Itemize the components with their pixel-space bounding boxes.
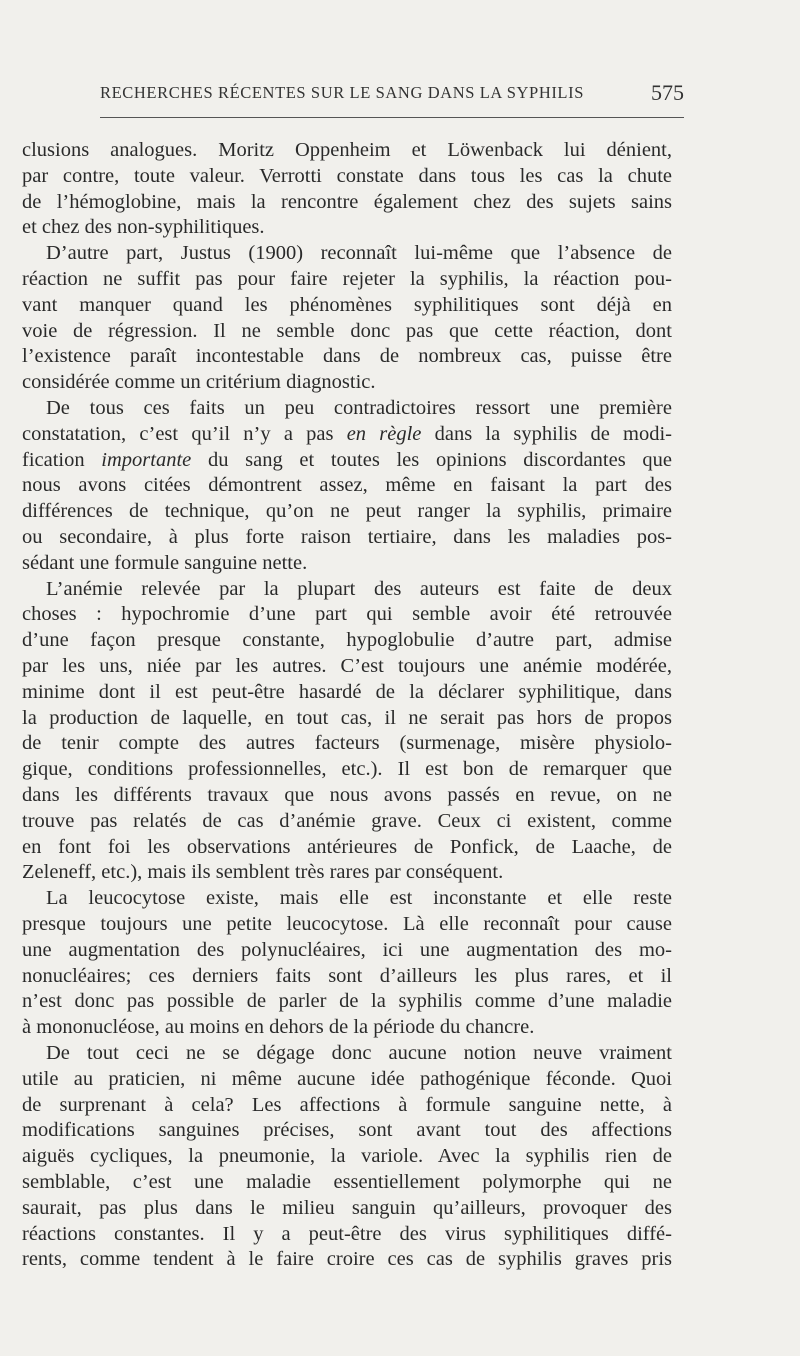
text-line: aiguës cycliques, la pneumonie, la variole. Avec la syphilis rien de [22, 1145, 672, 1168]
text-line: dans les différents travaux que nous avons passés en revue, on ne [22, 784, 672, 806]
text-line: nous avons citées démontrent assez, même en faisant la part des [22, 474, 672, 497]
text-line: rents, comme tendent à le faire croire ces cas de syphilis graves pris [22, 1248, 672, 1271]
text-line [22, 421, 672, 447]
text-line: considérée comme un critérium diagnostic. [22, 371, 376, 394]
text-line: vant manquer quand les phénomènes syphilitiques sont déjà en [22, 293, 672, 316]
text-segment: du sang et toutes les opinions discordantes que [191, 448, 672, 471]
text-line: différences de technique, qu’on ne peut ranger la syphilis, primaire [22, 500, 672, 523]
text-line: voie de régression. Il ne semble donc pas que cette réaction, dont [22, 319, 672, 342]
text-line: la production de laquelle, en tout cas, il ne serait pas hors de propos [22, 706, 672, 729]
text-line: gique, conditions professionnelles, etc.). Il est bon de remarquer que [22, 758, 672, 781]
text-line: semblable, c’est une maladie essentiellement polymorphe qui ne [22, 1171, 672, 1193]
text-line: Zeleneff, etc.), mais ils semblent très rares par conséquent. [22, 861, 504, 884]
text-line: par contre, toute valeur. Verrotti constate dans tous les cas la chute [22, 164, 672, 187]
text-line: nonucléaires; ces derniers faits sont d’ailleurs les plus rares, et il [22, 964, 672, 987]
text-line: par les uns, niée par les autres. C’est toujours une anémie modérée, [22, 655, 672, 677]
text-segment: dans la syphilis de modi- [421, 422, 672, 445]
text-line [22, 447, 672, 473]
italic-emphasis: en règle [346, 422, 422, 445]
text-line: choses : hypochromie d’une part qui semble avoir été retrouvée [22, 603, 672, 626]
running-title: RECHERCHES RÉCENTES SUR LE SANG DANS LA SYPHILIS [100, 83, 584, 102]
text-line: ou secondaire, à plus forte raison tertiaire, dans les maladies pos- [22, 526, 672, 548]
text-line: réaction ne suffit pas pour faire rejeter la syphilis, la réaction pou- [22, 268, 672, 290]
text-line: sédant une formule sanguine nette. [22, 551, 308, 574]
header-rule [100, 117, 684, 118]
text-line: minime dont il est peut-être hasardé de la déclarer syphilitique, dans [22, 680, 672, 703]
text-line: utile au praticien, ni même aucune idée pathogénique féconde. Quoi [22, 1067, 672, 1090]
text-line: L’anémie relevée par la plupart des auteurs est faite de deux [46, 577, 672, 600]
text-line: de l’hémoglobine, mais la rencontre également chez des sujets sains [22, 190, 672, 213]
text-line: presque toujours une petite leucocytose. Là elle reconnaît pour cause [22, 913, 672, 935]
text-line: n’est donc pas possible de parler de la syphilis comme d’une maladie [22, 990, 672, 1013]
text-line: de tenir compte des autres facteurs (surmenage, misère physiolo- [22, 732, 672, 755]
text-segment: fication [22, 448, 102, 471]
text-line: d’une façon presque constante, hypoglobulie d’autre part, admise [22, 629, 672, 652]
page-number: 575 [651, 80, 684, 105]
text-line: réactions constantes. Il y a peut-être des virus syphilitiques diffé- [22, 1222, 672, 1245]
text-line: trouve pas relatés de cas d’anémie grave. Ceux ci existent, comme [22, 809, 672, 832]
text-line: de surprenant à cela? Les affections à formule sanguine nette, à [22, 1093, 672, 1116]
text-line: D’autre part, Justus (1900) reconnaît lui-même que l’absence de [46, 242, 672, 265]
text-line: De tout ceci ne se dégage donc aucune notion neuve vraiment [46, 1042, 672, 1064]
text-line: en font foi les observations antérieures de Ponfick, de Laache, de [22, 835, 672, 858]
page-header [100, 80, 684, 110]
text-line: et chez des non-syphilitiques. [22, 216, 265, 239]
italic-emphasis: importante [101, 448, 192, 471]
text-line: De tous ces faits un peu contradictoires ressort une première [46, 397, 672, 419]
text-line: l’existence paraît incontestable dans de nombreux cas, puisse être [22, 345, 672, 368]
text-line: à mononucléose, au moins en dehors de la période du chancre. [22, 1016, 535, 1039]
text-segment: constatation, c’est qu’il n’y a pas [22, 422, 347, 445]
text-line: une augmentation des polynucléaires, ici une augmentation des mo- [22, 938, 672, 961]
text-line: saurait, pas plus dans le milieu sanguin qu’ailleurs, provoquer des [22, 1196, 672, 1219]
text-line: modifications sanguines précises, sont avant tout des affections [22, 1119, 672, 1142]
text-line: clusions analogues. Moritz Oppenheim et Löwenback lui dénient, [22, 139, 672, 161]
text-line: La leucocytose existe, mais elle est inconstante et elle reste [46, 887, 672, 910]
